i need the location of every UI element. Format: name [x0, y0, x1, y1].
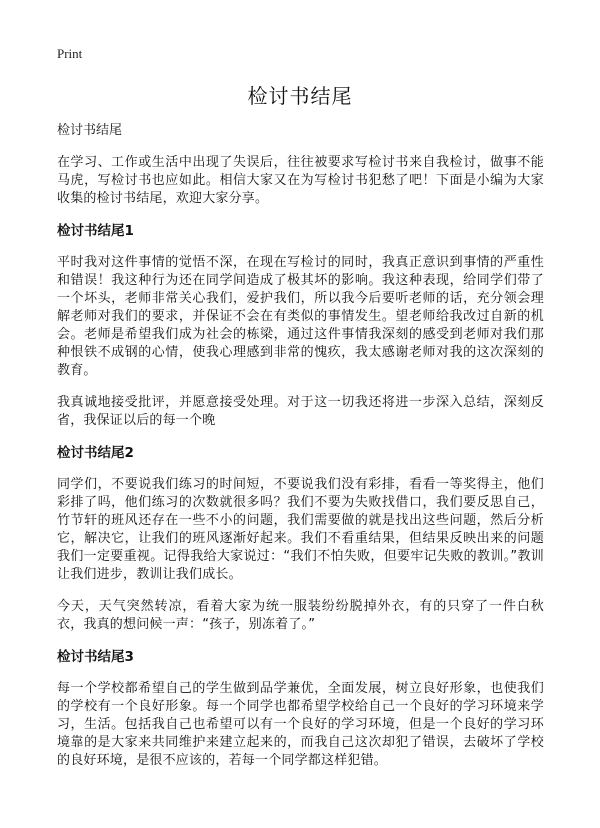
- section-heading-3: 检讨书结尾3: [57, 649, 134, 665]
- section-2-paragraph-2: 今天，天气突然转凉，看着大家为统一服装纷纷脱掉外衣，有的只穿了一件白秋衣，我真的想问候一声：“孩子，别冻着了。”: [57, 599, 544, 632]
- document-body: [57, 122, 544, 784]
- intro-paragraph: 在学习、工作或生活中出现了失误后，往往被要求写检讨书来自我检讨，做事不能马虎，写检讨书也应如此。相信大家又在为写检讨书犯愁了吧！下面是小编为大家收集的检讨书结尾，欢迎大家分享。: [57, 155, 544, 206]
- section-2-paragraph-1: 同学们，不要说我们练习的时间短，不要说我们没有彩排，看看一等奖得主，他们彩排了吗，他们练习的次数就很多吗？我们不要为失败找借口，我们要反思自己，竹节轩的班风还存在一些不小的问题，我们需要做的就是找出这些问题，然后分析它，解决它，让我们的班风逐渐好起来。我们不看重结果，但结果反映出来的问题我们一定要重视。记得我给大家说过：“我们不怕失败，但要牢记失败的教训。”教训让我们进步，教训让我们成长。: [57, 477, 544, 582]
- section-heading-1: 检讨书结尾1: [57, 223, 134, 239]
- print-link[interactable]: Print: [57, 46, 83, 61]
- page-title: 检讨书结尾: [247, 84, 353, 108]
- section-1-paragraph-2: 我真诚地接受批评，并愿意接受处理。对于这一切我还将进一步深入总结，深刻反省，我保证以后的每一个晚: [57, 395, 544, 428]
- section-3-paragraph-1: 每一个学校都希望自己的学生做到品学兼优，全面发展，树立良好形象，也使我们的学校有一个良好形象。每一个同学也都希望学校给自己一个良好的学习环境来学习，生活。包括我自己也希望可以有一个良好的学习环境，但是一个良好的学习环境靠的是大家来共同维护来建立起来的，而我自己这次却犯了错误，去破坏了学校的良好环境，是很不应该的，若每一个同学都这样犯错。: [57, 681, 544, 768]
- section-1-paragraph-1: 平时我对这件事情的觉悟不深，在现在写检讨的同时，我真正意识到事情的严重性和错误！我这种行为还在同学间造成了极其坏的影响。我这种表现，给同学们带了一个坏头，老师非常关心我们，爱护我们，所以我今后要听老师的话，充分领会理解老师对我们的要求，并保证不会在有类似的事情发生。望老师给我改过自新的机会。老师是希望我们成为社会的栋梁，通过这件事情我深刻的感受到老师对我们那种恨铁不成钢的心情，使我心理感到非常的愧疚，我太感谢老师对我的这次深刻的教育。: [57, 255, 544, 378]
- section-heading-2: 检讨书结尾2: [57, 445, 134, 461]
- document-subtitle: 检讨书结尾: [57, 123, 123, 138]
